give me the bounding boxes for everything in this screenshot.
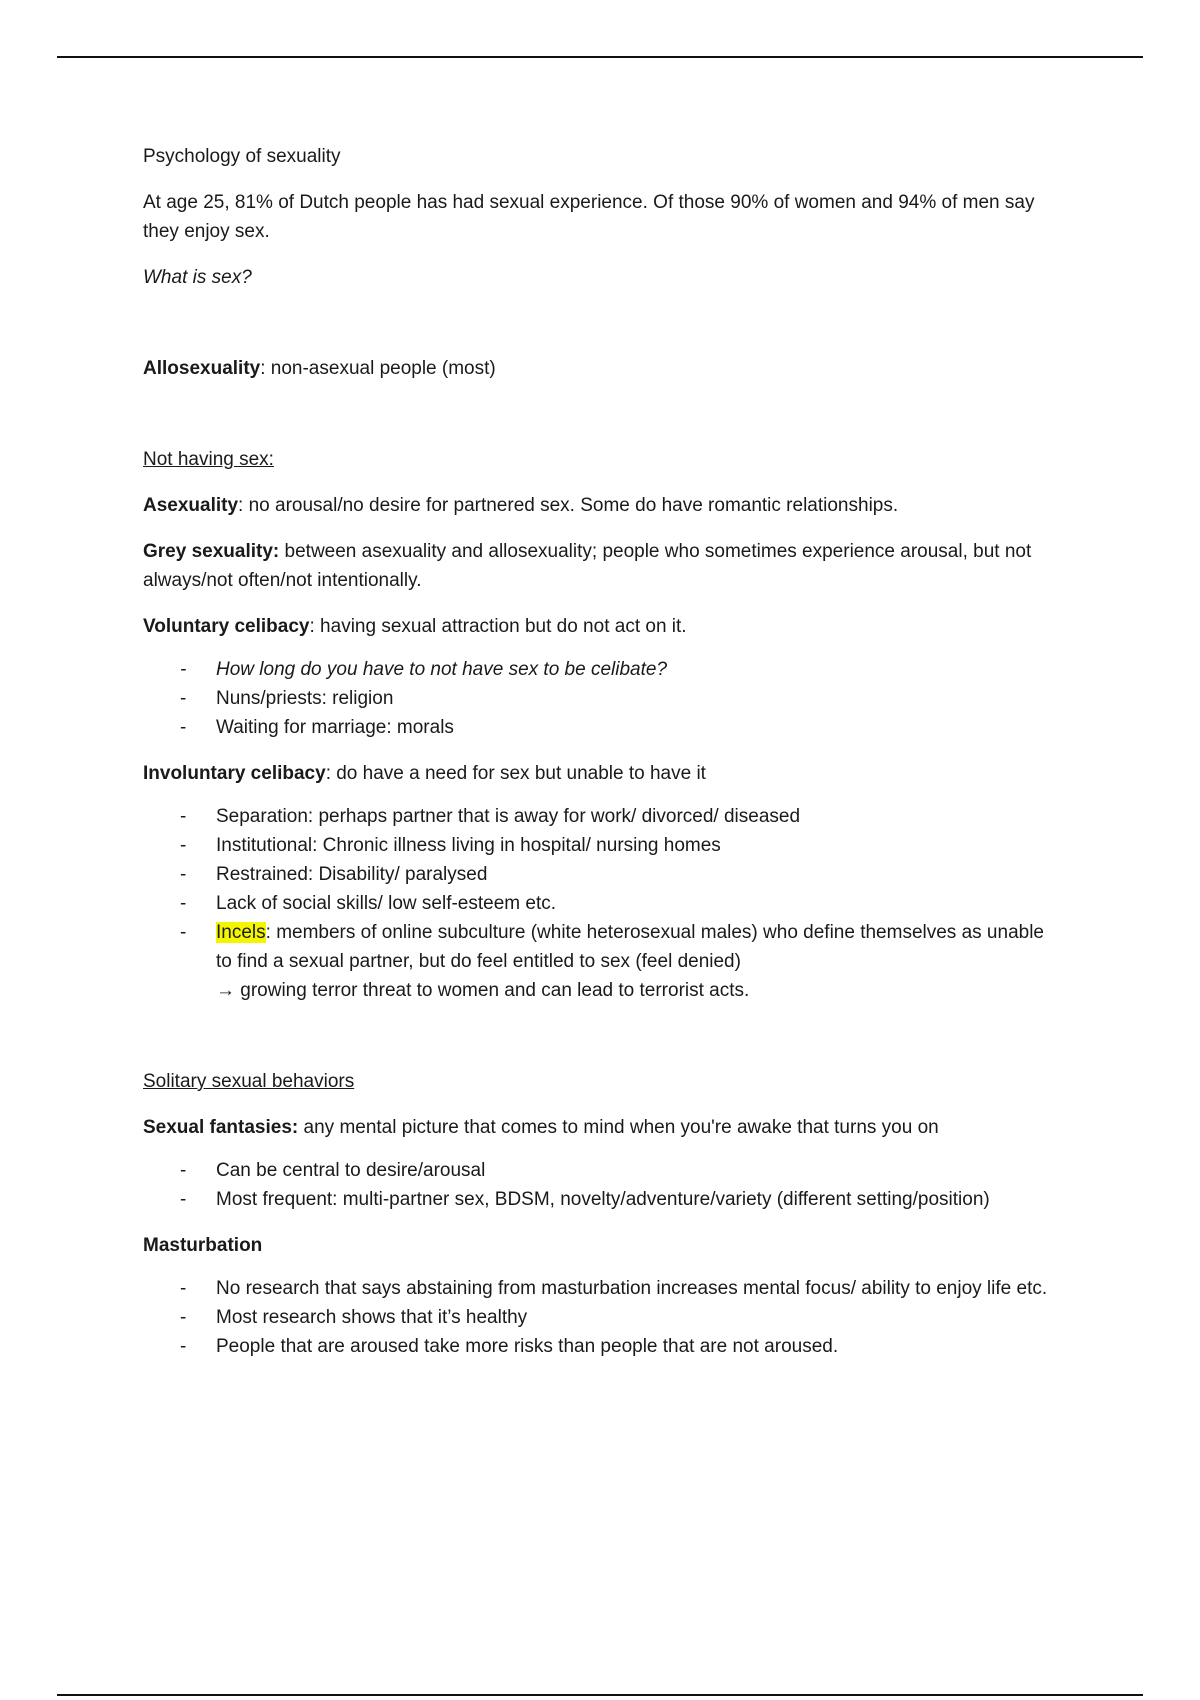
list-item: - Separation: perhaps partner that is away for work/ divorced/ diseased: [216, 802, 1063, 831]
list-item: - Can be central to desire/arousal: [216, 1156, 1063, 1185]
blank-space: [143, 309, 1063, 354]
allosexuality-term: Allosexuality: [143, 358, 261, 379]
sexual-fantasies-definition: [143, 1113, 1063, 1142]
involuntary-celibacy-term: Involuntary celibacy: [143, 763, 326, 784]
section-heading-solitary: Solitary sexual behaviors: [143, 1071, 355, 1092]
grey-sexuality-term: Grey sexuality:: [143, 541, 280, 562]
asexuality-term: Asexuality: [143, 495, 239, 516]
list-item: - Nuns/priests: religion: [216, 684, 1063, 713]
list-item: - How long do you have to not have sex to be celibate?: [216, 655, 1063, 684]
sexual-fantasies-text: any mental picture that comes to mind when you're awake that turns you on: [298, 1117, 939, 1138]
question-what-is-sex: What is sex?: [143, 267, 252, 288]
involuntary-celibacy-list: [143, 802, 1063, 1005]
masturbation-list: [143, 1274, 1063, 1361]
list-item: - Most research shows that it’s healthy: [216, 1303, 1063, 1332]
involuntary-celibacy-text: : do have a need for sex but unable to have it: [325, 763, 706, 784]
grey-sexuality-definition: [143, 537, 1063, 595]
masturbation-term: Masturbation: [143, 1235, 263, 1256]
incels-highlighted-term: Incels: [216, 922, 266, 943]
intro-paragraph: At age 25, 81% of Dutch people has had sexual experience. Of those 90% of women and 94% of men say they enjoy sex.: [143, 192, 1035, 242]
list-item-incels: [216, 918, 1063, 1005]
incels-text: : members of online subculture (white heterosexual males) who define themselves as unable to find a sexual partner, but do feel entitled to sex (feel denied): [216, 922, 1044, 972]
list-item: - Most frequent: multi-partner sex, BDSM, novelty/adventure/variety (different setting/position): [216, 1185, 1063, 1214]
list-item: - Lack of social skills/ low self-esteem etc.: [216, 889, 1063, 918]
blank-space: [143, 400, 1063, 445]
voluntary-celibacy-list: [143, 655, 1063, 742]
allosexuality-text: : non-asexual people (most): [260, 358, 496, 379]
list-item: - Waiting for marriage: morals: [216, 713, 1063, 742]
list-item: - Restrained: Disability/ paralysed: [216, 860, 1063, 889]
voluntary-celibacy-text: : having sexual attraction but do not act on it.: [309, 616, 687, 637]
voluntary-celibacy-term: Voluntary celibacy: [143, 616, 310, 637]
footer-rule: [57, 1694, 1143, 1696]
masturbation-heading: [143, 1231, 1063, 1260]
sexual-fantasies-term: Sexual fantasies:: [143, 1117, 299, 1138]
list-item: - No research that says abstaining from masturbation increases mental focus/ ability to enjoy life etc.: [216, 1274, 1063, 1303]
asexuality-definition: [143, 491, 1063, 520]
grey-sexuality-text: between asexuality and allosexuality; people who sometimes experience arousal, but not always/not often/not intentionally.: [143, 541, 1032, 591]
involuntary-celibacy-definition: [143, 759, 1063, 788]
section-heading-not-having-sex: Not having sex:: [143, 449, 274, 470]
sexual-fantasies-list: [143, 1156, 1063, 1214]
asexuality-text: : no arousal/no desire for partnered sex. Some do have romantic relationships.: [238, 495, 899, 516]
header-rule: [57, 56, 1143, 58]
incels-arrow-note: → growing terror threat to women and can lead to terrorist acts.: [216, 980, 750, 1001]
document-title: Psychology of sexuality: [143, 146, 341, 167]
allosexuality-definition: [143, 354, 1063, 383]
blank-space: [143, 1022, 1063, 1067]
list-item: - People that are aroused take more risks than people that are not aroused.: [216, 1332, 1063, 1361]
document-body: [143, 142, 1063, 1378]
voluntary-celibacy-definition: [143, 612, 1063, 641]
list-item: - Institutional: Chronic illness living in hospital/ nursing homes: [216, 831, 1063, 860]
